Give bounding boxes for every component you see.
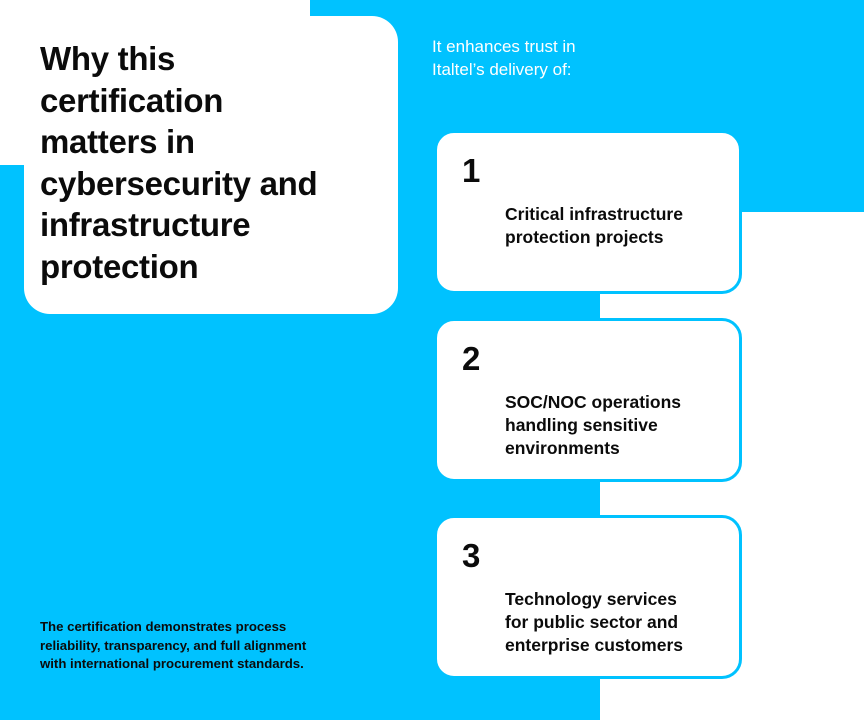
intro-text [432, 35, 672, 81]
title-line: cybersecurity and [40, 164, 318, 202]
footnote-line: with international procurement standards. [40, 656, 304, 671]
card-text [505, 391, 730, 460]
card-text-line: Technology services [505, 589, 677, 609]
card-text-line: handling sensitive [505, 415, 658, 435]
title-line: Why this [40, 40, 176, 77]
benefit-card-1 [434, 130, 742, 294]
card-number: 3 [462, 537, 481, 574]
card-text-line: environments [505, 438, 620, 458]
title-line: protection [40, 247, 199, 285]
card-text-line: protection projects [505, 227, 664, 247]
card-text [505, 588, 730, 657]
title-line: infrastructure [40, 206, 251, 243]
card-text-line: SOC/NOC operations [505, 392, 681, 412]
intro-line: It enhances trust in [432, 37, 576, 56]
card-number: 2 [462, 340, 481, 377]
title-line: certification [40, 81, 224, 119]
footnote [40, 618, 370, 674]
page-title [40, 38, 382, 287]
benefit-card-2 [434, 318, 742, 482]
card-text-line: Critical infrastructure [505, 204, 683, 224]
card-text-line: enterprise customers [505, 635, 683, 655]
benefit-card-3 [434, 515, 742, 679]
card-number: 1 [462, 152, 481, 189]
card-text-line: for public sector and [505, 612, 679, 632]
card-text [505, 203, 730, 249]
title-card [24, 16, 398, 314]
footnote-line: The certification demonstrates process [40, 619, 287, 634]
footnote-line: reliability, transparency, and full alignment [40, 637, 307, 653]
title-line: matters in [40, 123, 195, 160]
intro-line: Italtel’s delivery of: [432, 60, 572, 79]
